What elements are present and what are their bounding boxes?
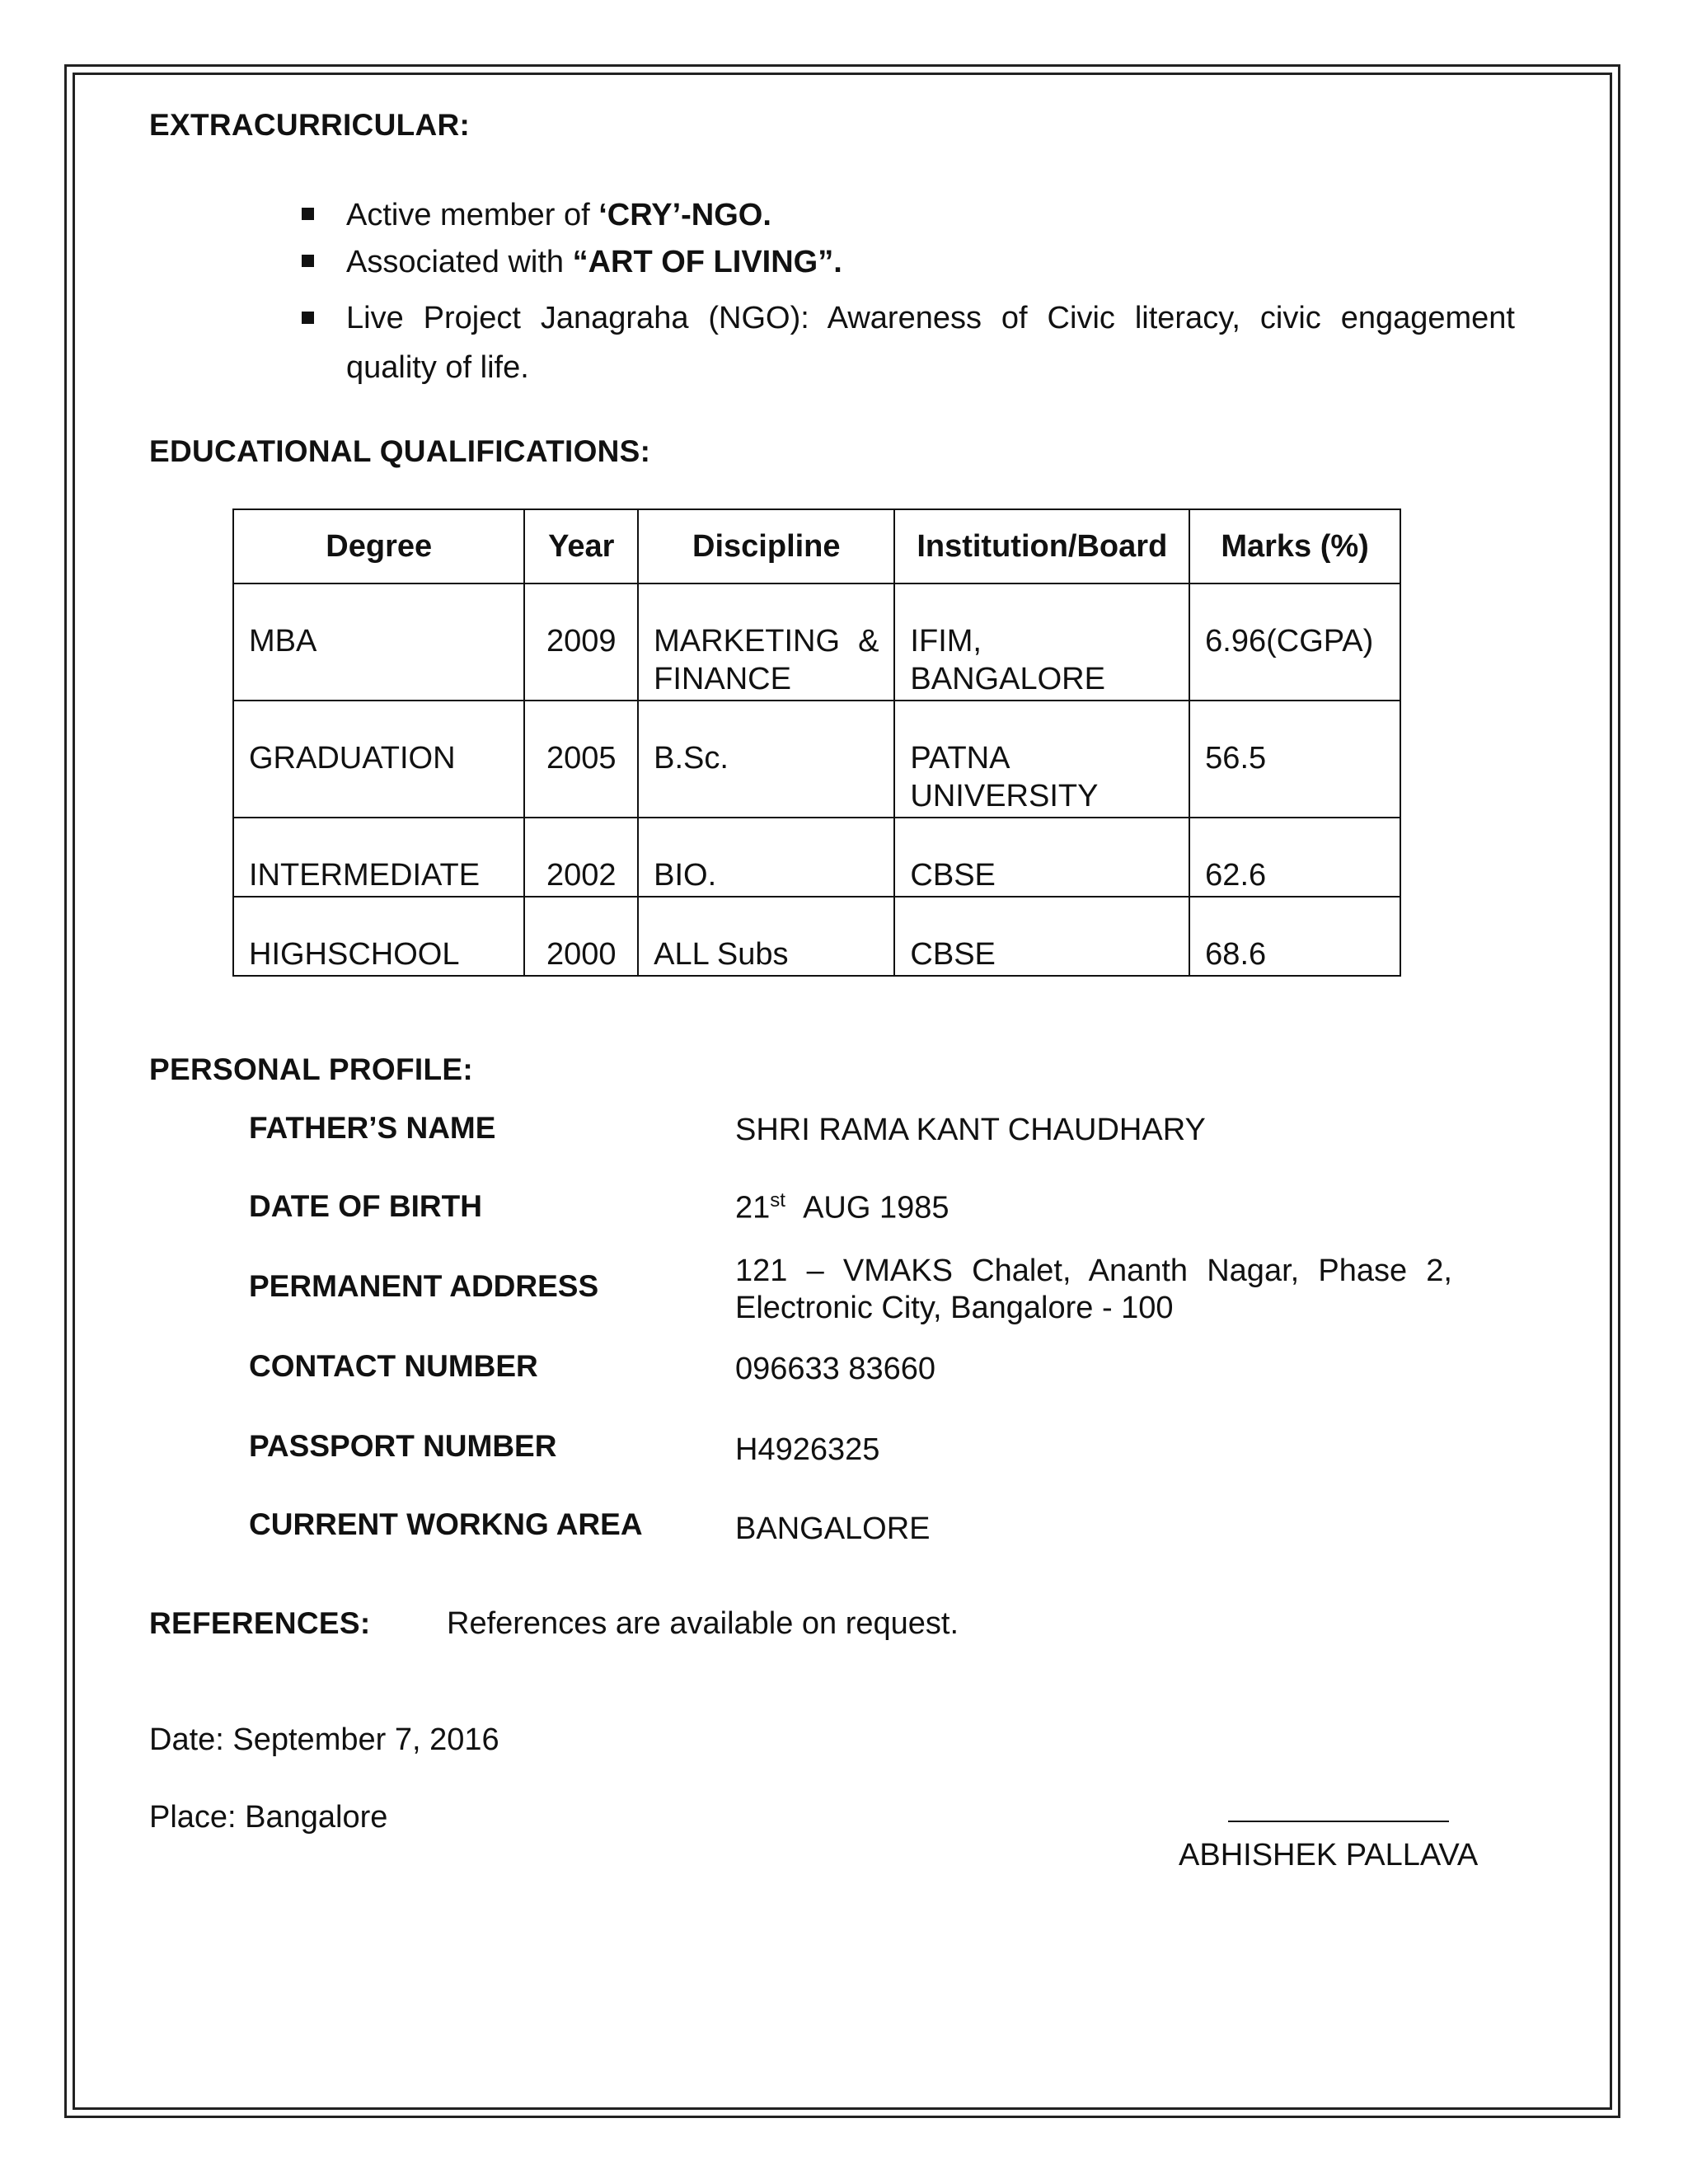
extracurricular-item-janagraha-line1: Live Project Janagraha (NGO): Awareness of Civic literacy, civic engagement [346,301,1515,335]
cell-institution [894,701,1189,818]
item-bold: ‘CRY’-NGO. [598,198,771,232]
cell-degree: MBA [233,583,524,701]
date-line: Date: September 7, 2016 [149,1722,499,1757]
working-area-label: CURRENT WORKNG AREA [249,1507,643,1541]
dob-suffix: st [770,1189,785,1212]
col-header-marks: Marks (%) [1189,509,1400,583]
institution-line1: PATNA [910,741,1010,776]
signature-name: ABHISHEK PALLAVA [1179,1838,1479,1872]
extracurricular-heading: EXTRACURRICULAR: [149,108,471,142]
institution-line2: BANGALORE [910,662,1105,696]
cell-institution: CBSE [894,818,1189,897]
cell-year: 2009 [524,583,638,701]
col-header-institution: Institution/Board [894,509,1189,583]
contact-value: 096633 83660 [735,1352,936,1386]
cell-discipline: ALL Subs [638,897,894,976]
place-line: Place: Bangalore [149,1800,388,1835]
personal-profile-heading: PERSONAL PROFILE: [149,1052,473,1086]
address-line1: 121 – VMAKS Chalet, Ananth Nagar, Phase 2, [735,1254,1452,1288]
cell-year: 2002 [524,818,638,897]
extracurricular-item-janagraha-line2: quality of life. [346,350,529,385]
extracurricular-item-cry [346,198,771,233]
working-area-value: BANGALORE [735,1511,931,1546]
bullet-icon [302,312,314,324]
bullet-icon [302,208,314,220]
cell-discipline: B.Sc. [638,701,894,818]
dob-day: 21 [735,1190,771,1226]
dob-value [735,1189,950,1226]
table-header-row [233,509,1400,583]
item-bold: “ART OF LIVING”. [572,245,842,279]
cell-marks: 62.6 [1189,818,1400,897]
father-name-label: FATHER’S NAME [249,1111,496,1145]
passport-label: PASSPORT NUMBER [249,1429,557,1463]
father-name-value: SHRI RAMA KANT CHAUDHARY [735,1113,1206,1147]
cell-institution [894,583,1189,701]
cell-discipline: BIO. [638,818,894,897]
cell-marks: 6.96(CGPA) [1189,583,1400,701]
references-text: References are available on request. [447,1606,959,1641]
cell-degree: GRADUATION [233,701,524,818]
cell-degree: HIGHSCHOOL [233,897,524,976]
contact-label: CONTACT NUMBER [249,1349,538,1383]
col-header-year: Year [524,509,638,583]
item-prefix: Associated with [346,245,573,279]
cell-marks: 56.5 [1189,701,1400,818]
bullet-icon [302,255,314,267]
table-row [233,897,1400,976]
cell-degree: INTERMEDIATE [233,818,524,897]
dob-label: DATE OF BIRTH [249,1189,482,1223]
institution-line2: UNIVERSITY [910,779,1099,813]
signature-line [1228,1821,1449,1822]
institution-line1: IFIM, [910,624,982,658]
cell-institution: CBSE [894,897,1189,976]
cell-year: 2005 [524,701,638,818]
education-heading: EDUCATIONAL QUALIFICATIONS: [149,434,651,468]
col-header-degree: Degree [233,509,524,583]
cell-year: 2000 [524,897,638,976]
cell-discipline [638,583,894,701]
discipline-line1: MARKETING & [654,624,879,658]
dob-rest: AUG 1985 [803,1190,950,1226]
passport-value: H4926325 [735,1432,880,1467]
table-row [233,818,1400,897]
col-header-discipline: Discipline [638,509,894,583]
address-label: PERMANENT ADDRESS [249,1269,599,1303]
cell-marks: 68.6 [1189,897,1400,976]
address-line2: Electronic City, Bangalore - 100 [735,1291,1174,1325]
references-label: REFERENCES: [149,1606,371,1640]
table-row [233,583,1400,701]
education-table [232,509,1401,977]
extracurricular-item-art-of-living [346,245,842,280]
discipline-line2: FINANCE [654,662,791,696]
item-prefix: Active member of [346,198,599,232]
table-row [233,701,1400,818]
